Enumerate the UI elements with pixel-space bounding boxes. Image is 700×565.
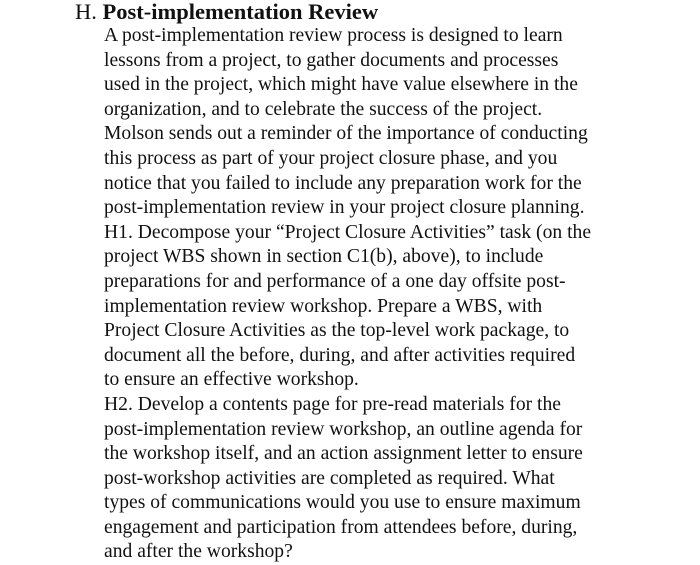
text-line: organization, and to celebrate the success of the project.: [104, 98, 543, 120]
text-line: used in the project, which might have value elsewhere in the: [104, 74, 578, 96]
text-line: Project Closure Activities as the top-level work package, to: [104, 320, 570, 342]
text-line: notice that you failed to include any preparation work for the: [104, 172, 582, 194]
text-line: the workshop itself, and an action assignment letter to ensure: [104, 443, 583, 465]
text-line: and after the workshop?: [104, 541, 293, 563]
text-line: project WBS shown in section C1(b), above), to include: [104, 246, 544, 268]
section-title: Post-implementation Review: [102, 0, 379, 24]
section-heading: [75, 0, 378, 25]
text-line: post-implementation review in your project closure planning.: [104, 197, 585, 219]
text-line: this process as part of your project closure phase, and you: [104, 147, 558, 169]
text-line: lessons from a project, to gather documents and processes: [104, 49, 559, 71]
text-line: H1. Decompose your “Project Closure Activities” task (on the: [104, 221, 592, 243]
section-label: H.: [75, 0, 97, 24]
body-text: [104, 24, 694, 565]
text-line: H2. Develop a contents page for pre-read materials for the: [104, 393, 561, 415]
text-line: to ensure an effective workshop.: [104, 369, 359, 391]
text-line: engagement and participation from attendees before, during,: [104, 516, 578, 538]
text-line: post-workshop activities are completed as required. What: [104, 467, 555, 489]
text-line: types of communications would you use to ensure maximum: [104, 492, 581, 514]
text-line: post-implementation review workshop, an outline agenda for: [104, 418, 583, 440]
text-line: A post-implementation review process is designed to learn: [104, 25, 563, 46]
text-line: document all the before, during, and after activities required: [104, 344, 576, 366]
text-line: implementation review workshop. Prepare a WBS, with: [104, 295, 543, 317]
text-line: Molson sends out a reminder of the importance of conducting: [104, 123, 588, 145]
text-line: preparations for and performance of a one day offsite post-: [104, 270, 566, 292]
